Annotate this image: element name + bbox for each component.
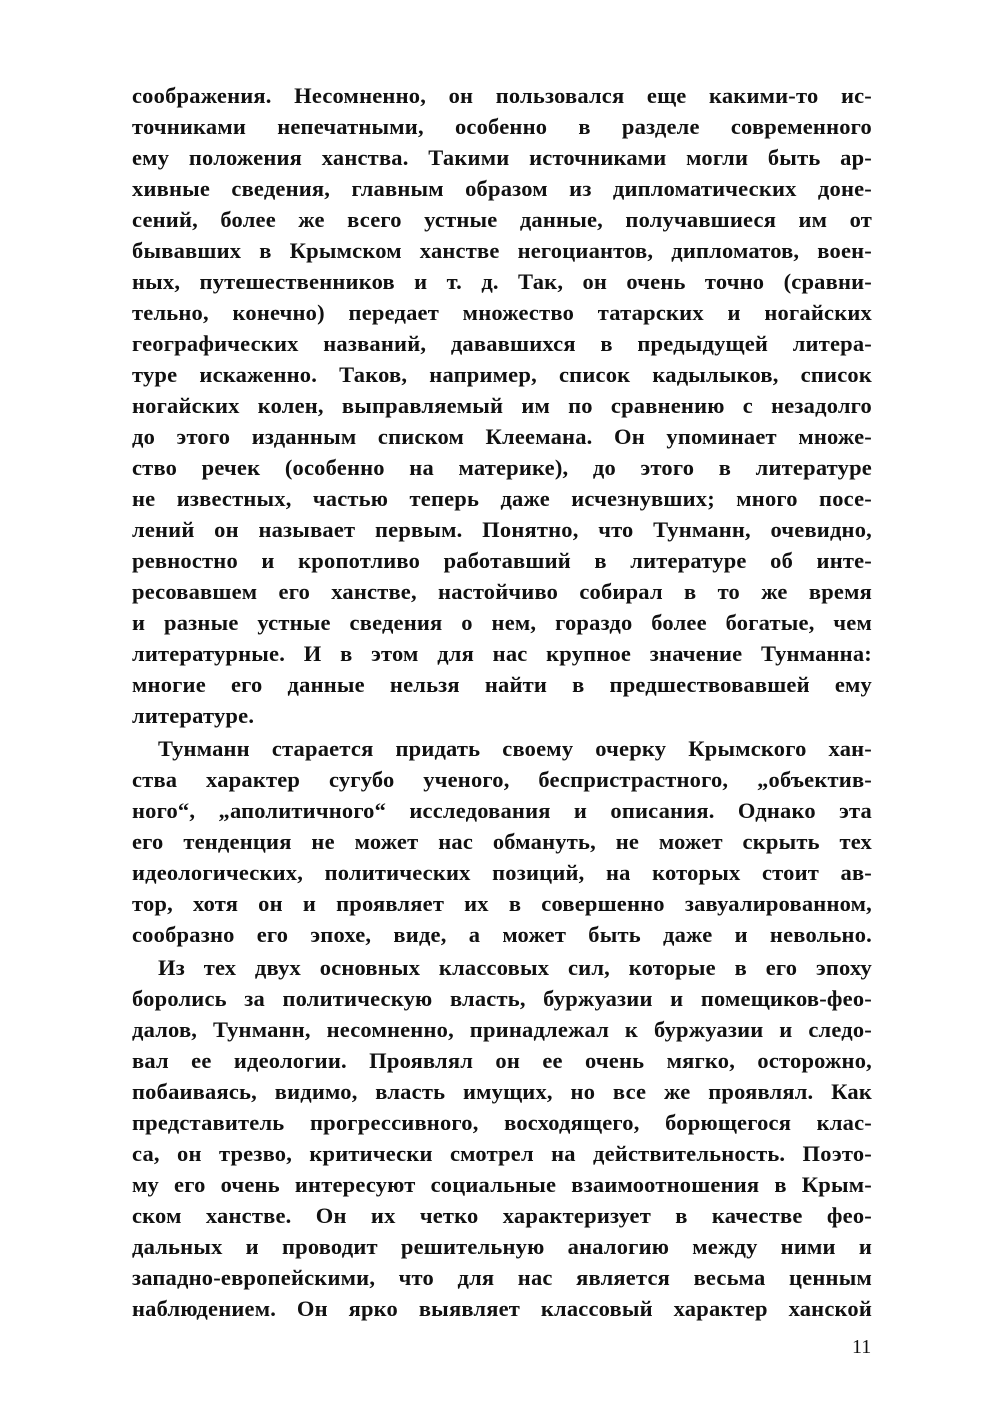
text-line: соображения. Несомненно, он пользовался еще какими-то ис- <box>132 83 872 108</box>
text-line: Тунманн старается придать своему очерку Крымского хан- <box>158 736 872 761</box>
paragraph-1 <box>132 80 872 731</box>
paragraph-3 <box>132 952 872 1324</box>
text-line: далов, Тунманн, несомненно, принадлежал к буржуазии и следо- <box>132 1017 872 1042</box>
text-line: му его очень интересуют социальные взаимоотношения в Крым- <box>132 1172 872 1197</box>
text-line: ему положения ханства. Такими источниками могли быть ар- <box>132 145 872 170</box>
text-line: ство речек (особенно на материке), до этого в литературе <box>132 455 872 480</box>
text-line: бывавших в Крымском ханстве негоциантов, дипломатов, воен- <box>132 238 872 263</box>
text-line: ском ханстве. Он их четко характеризует в качестве фео- <box>132 1203 872 1228</box>
text-line: представитель прогрессивного, восходящего, борющегося клас- <box>132 1110 872 1135</box>
text-line: до этого изданным списком Клеемана. Он упоминает множе- <box>132 424 872 449</box>
text-line: дальных и проводит решительную аналогию между ними и <box>132 1234 872 1259</box>
text-line: сообразно его эпохе, виде, а может быть даже и невольно. <box>132 922 872 947</box>
text-line: литературные. И в этом для нас крупное значение Тунманна: <box>132 641 872 666</box>
text-line: литературе. <box>132 703 255 728</box>
text-line: боролись за политическую власть, буржуазии и помещиков-фео- <box>132 986 872 1011</box>
paragraph-2 <box>132 733 872 950</box>
text-line: точниками непечатными, особенно в разделе современного <box>132 114 872 139</box>
text-line: тельно, конечно) передает множество татарских и ногайских <box>132 300 872 325</box>
text-line: западно-европейскими, что для нас является весьма ценным <box>132 1265 872 1290</box>
text-line: и разные устные сведения о нем, гораздо более богатые, чем <box>132 610 872 635</box>
text-line: лений он называет первым. Понятно, что Тунманн, очевидно, <box>132 517 872 542</box>
page-number: 11 <box>852 1336 872 1358</box>
text-line: са, он трезво, критически смотрел на действительность. Поэто- <box>132 1141 872 1166</box>
text-line: многие его данные нельзя найти в предшествовавшей ему <box>132 672 872 697</box>
text-line: наблюдением. Он ярко выявляет классовый характер ханской <box>132 1296 872 1321</box>
text-line: ства характер сугубо ученого, беспристрастного, „объектив- <box>132 767 872 792</box>
text-line: ногайских колен, выправляемый им по сравнению с незадолго <box>132 393 872 418</box>
text-line: вал ее идеологии. Проявлял он ее очень мягко, осторожно, <box>132 1048 872 1073</box>
text-line: тор, хотя он и проявляет их в совершенно завуалированном, <box>132 891 872 916</box>
text-line: ного“, „аполитичного“ исследования и описания. Однако эта <box>132 798 872 823</box>
text-line: Из тех двух основных классовых сил, которые в его эпоху <box>158 955 872 980</box>
text-line: ресовавшем его ханстве, настойчиво собирал в то же время <box>132 579 872 604</box>
text-line: побаиваясь, видимо, власть имущих, но все же проявлял. Как <box>132 1079 872 1104</box>
text-line: сений, более же всего устные данные, получавшиеся им от <box>132 207 872 232</box>
text-line: ных, путешественников и т. д. Так, он очень точно (сравни- <box>132 269 872 294</box>
page-body <box>132 80 872 1324</box>
text-line: ревностно и кропотливо работавший в литературе об инте- <box>132 548 872 573</box>
text-line: хивные сведения, главным образом из дипломатических доне- <box>132 176 872 201</box>
text-line: географических названий, дававшихся в предыдущей литера- <box>132 331 872 356</box>
text-line: не известных, частью теперь даже исчезнувших; много посе- <box>132 486 872 511</box>
text-line: его тенденция не может нас обмануть, не может скрыть тех <box>132 829 872 854</box>
text-line: идеологических, политических позиций, на которых стоит ав- <box>132 860 872 885</box>
text-line: туре искаженно. Таков, например, список кадылыков, список <box>132 362 872 387</box>
